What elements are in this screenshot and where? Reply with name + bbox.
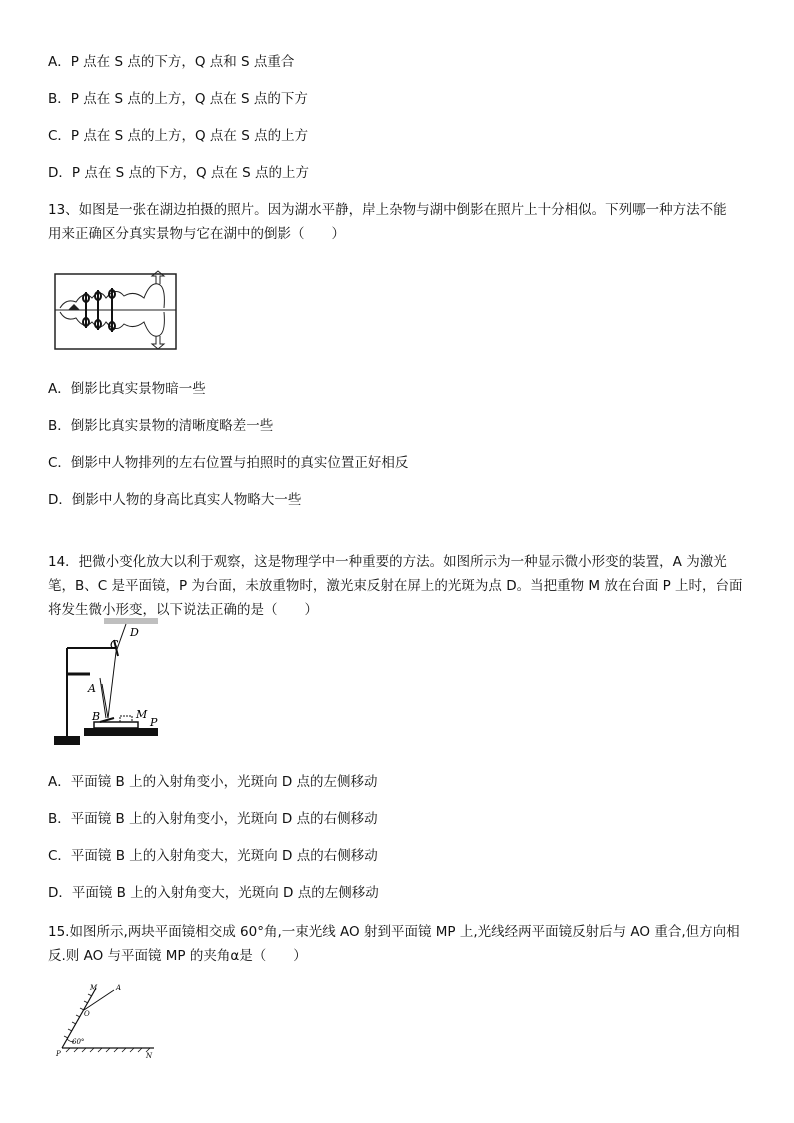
laser-deformation-figure [54,614,174,746]
q14-stem-line2: 笔，B、C 是平面镜，P 为台面，未放重物时，激光束反射在屏上的光斑为点 D。当把重物 M 放在台面 P 上时，台面 [48,578,743,594]
label-p: P [150,716,158,729]
label-a: A [116,984,122,992]
q13-option-a: A．倒影比真实景物暗一些 [48,381,206,397]
label-b: B [92,710,101,723]
q13-stem-line2: 用来正确区分真实景物与它在湖中的倒影（ ） [48,226,345,242]
q12-option-c: C．P 点在 S 点的上方，Q 点在 S 点的上方 [48,128,309,144]
label-o: O [84,1010,90,1018]
q14-option-b: B．平面镜 B 上的入射角变小，光斑向 D 点的右侧移动 [48,811,378,827]
q12-option-a: A．P 点在 S 点的下方，Q 点和 S 点重合 [48,54,295,70]
label-a: A [88,682,96,695]
label-m: M [90,984,98,992]
q15-stem-line1: 15.如图所示,两块平面镜相交成 60°角,一束光线 AO 射到平面镜 MP 上,光线经两平面镜反射后与 AO 重合,但方向相 [48,924,740,940]
label-c: C [110,638,119,651]
q13-stem-line1: 13、如图是一张在湖边拍摄的照片。因为湖水平静，岸上杂物与湖中倒影在照片上十分相似。下列哪一种方法不能 [48,202,727,218]
q13-option-b: B．倒影比真实景物的清晰度略差一些 [48,418,274,434]
q13-option-d: D．倒影中人物的身高比真实人物略大一些 [48,492,302,508]
lake-photo-figure [54,268,178,352]
q14-stem-line3: 将发生微小形变，以下说法正确的是（ ） [48,602,318,618]
label-n: N [146,1052,153,1060]
label-d: D [130,626,139,639]
q14-option-d: D．平面镜 B 上的入射角变大，光斑向 D 点的左侧移动 [48,885,379,901]
q13-option-c: C．倒影中人物排列的左右位置与拍照时的真实位置正好相反 [48,455,409,471]
label-m: M [136,708,148,721]
q15-stem-line2: 反.则 AO 与平面镜 MP 的夹角α是（ ） [48,948,307,964]
q12-option-b: B．P 点在 S 点的上方，Q 点在 S 点的下方 [48,91,308,107]
q14-option-a: A．平面镜 B 上的入射角变小，光斑向 D 点的左侧移动 [48,774,378,790]
q14-stem-line1: 14．把微小变化放大以利于观察，这是物理学中一种重要的方法。如图所示为一种显示微小形变的装置，A 为激光 [48,554,727,570]
q12-option-d: D．P 点在 S 点的下方，Q 点在 S 点的上方 [48,165,310,181]
label-angle: 60° [72,1038,85,1046]
mirror-angle-figure [54,980,164,1060]
q14-option-c: C．平面镜 B 上的入射角变大，光斑向 D 点的右侧移动 [48,848,378,864]
label-p: P [56,1050,61,1058]
